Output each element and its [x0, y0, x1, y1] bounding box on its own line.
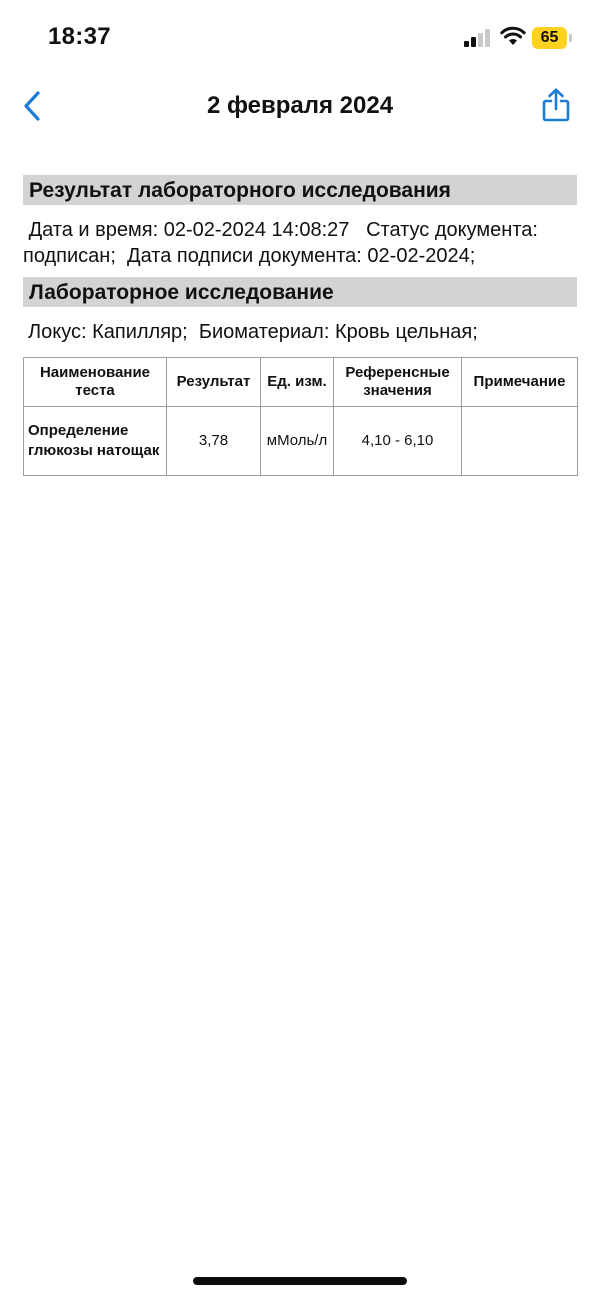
- share-button[interactable]: [534, 82, 578, 128]
- battery-icon: [532, 27, 572, 49]
- battery-cap: [569, 34, 572, 42]
- table-row: [24, 407, 578, 476]
- results-table: [23, 357, 578, 476]
- cell-test-name: Определение глюкозы натощак: [24, 407, 167, 476]
- section-title-result: Результат лабораторного исследования: [23, 175, 577, 205]
- page-title: 2 февраля 2024: [206, 92, 394, 119]
- cell-unit: мМоль/л: [261, 407, 334, 476]
- section-title-study: Лабораторное исследование: [23, 277, 577, 307]
- cell-note: [462, 407, 578, 476]
- table-header-row: [24, 358, 578, 407]
- column-header-reference: Референсные значения: [334, 358, 462, 407]
- column-header-result: Результат: [167, 358, 261, 407]
- chevron-left-icon: [22, 90, 44, 122]
- document-info: Дата и время: 02-02-2024 14:08:27 Статус документа: подписан; Дата подписи документа: 02-02-2024;: [23, 219, 544, 267]
- locus-info: Локус: Капилляр; Биоматериал: Кровь цельная;: [28, 321, 478, 343]
- status-time: 18:37: [48, 23, 111, 50]
- column-header-test-name: Наименование теста: [24, 358, 167, 407]
- column-header-note: Примечание: [462, 358, 578, 407]
- share-icon: [542, 88, 570, 122]
- battery-level: 65: [540, 29, 559, 46]
- wifi-icon: [500, 26, 526, 46]
- cell-result: 3,78: [167, 407, 261, 476]
- cell-reference: 4,10 - 6,10: [334, 407, 462, 476]
- home-indicator[interactable]: [193, 1277, 407, 1285]
- column-header-unit: Ед. изм.: [261, 358, 334, 407]
- lab-report: [23, 175, 577, 476]
- back-button[interactable]: [16, 84, 56, 128]
- signal-icon: [464, 29, 492, 47]
- status-bar: [0, 0, 600, 76]
- nav-bar: [0, 76, 600, 136]
